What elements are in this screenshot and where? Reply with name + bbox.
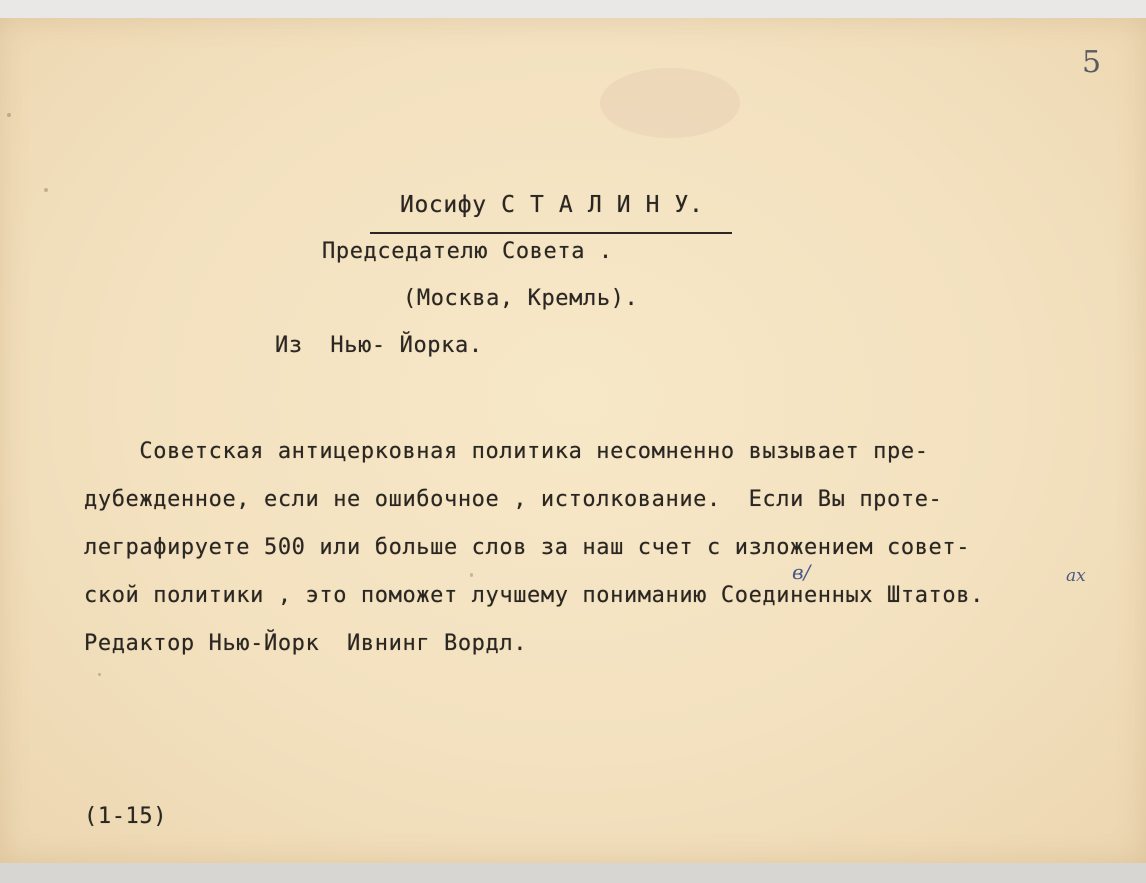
- signature-line: Редактор Нью-Йорк Ивнинг Вордл.: [84, 631, 528, 656]
- paper-speck: [98, 673, 101, 676]
- sender-origin: Из Нью- Йорка.: [275, 333, 483, 358]
- body-line: леграфируете 500 или больше слов за наш счет с изложением совет-: [84, 535, 971, 560]
- document-code: (1-15): [84, 804, 168, 829]
- scan-bottom-margin: [0, 863, 1146, 883]
- addressee-name: Иосифу С Т А Л И Н У.: [400, 192, 704, 218]
- document-sheet: [0, 18, 1146, 863]
- addressee-location: (Москва, Кремль).: [403, 286, 639, 311]
- handwritten-insert-akh: ах: [1066, 566, 1086, 586]
- addressee-underline: [370, 232, 732, 234]
- body-line: Советская антицерковная политика несомненно вызывает пре-: [84, 439, 929, 464]
- body-line: дубежденное, если не ошибочное , истолкование. Если Вы проте-: [84, 487, 943, 512]
- scan-top-margin: [0, 0, 1146, 18]
- paper-speck: [7, 113, 11, 117]
- addressee-title: Председателю Совета .: [322, 239, 613, 264]
- paper-speck: [470, 573, 473, 577]
- paper-speck: [44, 188, 48, 192]
- handwritten-insert-v: в/: [792, 560, 811, 584]
- paper-stain: [600, 68, 740, 138]
- body-line: ской политики , это поможет лучшему пониманию Соединенных Штатов.: [84, 583, 984, 608]
- page-number: 5: [1082, 45, 1102, 80]
